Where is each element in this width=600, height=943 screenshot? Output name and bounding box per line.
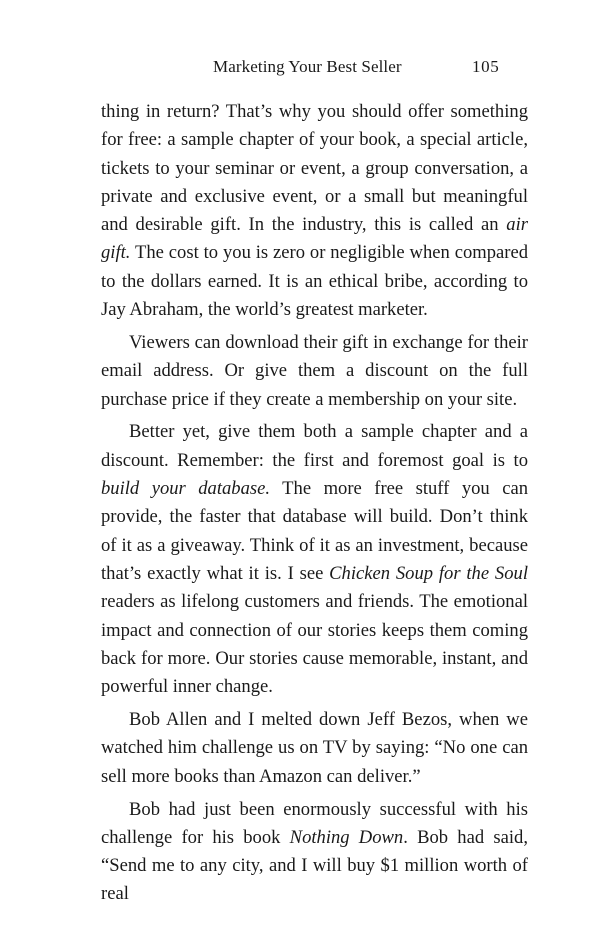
running-head [0,57,600,81]
body-text [101,98,528,909]
paragraph-5-text-a: Bob had just been enormously successful with his challenge for his book [101,798,528,848]
paragraph-2 [101,329,528,414]
paragraph-3-text-b: The more free stuff you can provide, the faster that database will build. Don’t think of it as a giveaway. Think of it as an investment, because that’s exactly what it is. I see [101,478,528,584]
paragraph-1 [101,98,528,324]
paragraph-3-text-a: Better yet, give them both a sample chapter and a discount. Remember: the first and foremost goal is to [101,421,528,471]
paragraph-2-text-a: Viewers can download their gift in exchange for their email address. Or give them a discount on the full purchase price if they create a membership on your site. [101,331,528,410]
paragraph-4 [101,706,528,791]
paragraph-4-text-a: Bob Allen and I melted down Jeff Bezos, when we watched him challenge us on TV by saying: “No one can sell more books than Amazon can deliver.” [101,709,528,787]
paragraph-1-emphasis-a: air gift. [101,214,528,264]
paragraph-5-emphasis-a: Nothing Down [289,826,404,848]
page-number: 105 [472,57,500,76]
paragraph-1-text-a: thing in return? That’s why you should offer something for free: a sample chapter of your book, a special article, tickets to your seminar or event, a group conversation, a private and exclusive event, or a small but meaningful and desirable gift. In the industry, this is called an [101,101,528,236]
paragraph-3 [101,418,528,701]
paragraph-5 [101,796,528,909]
paragraph-3-text-c: readers as lifelong customers and friends. The emotional impact and connection of our stories keeps them coming back for more. Our stories cause memorable, instant, and powerful inner change. [101,591,528,698]
paragraph-1-text-b: The cost to you is zero or negligible when compared to the dollars earned. It is an ethical bribe, according to Jay Abraham, the world’s greatest marketer. [101,242,528,321]
paragraph-3-emphasis-a: build your database. [101,478,271,500]
paragraph-3-emphasis-b: Chicken Soup for the Soul [329,562,528,584]
running-title: Marketing Your Best Seller [213,57,402,76]
paragraph-5-text-b: . Bob had said, “Send me to any city, and I will buy $1 million worth of real [101,826,528,905]
